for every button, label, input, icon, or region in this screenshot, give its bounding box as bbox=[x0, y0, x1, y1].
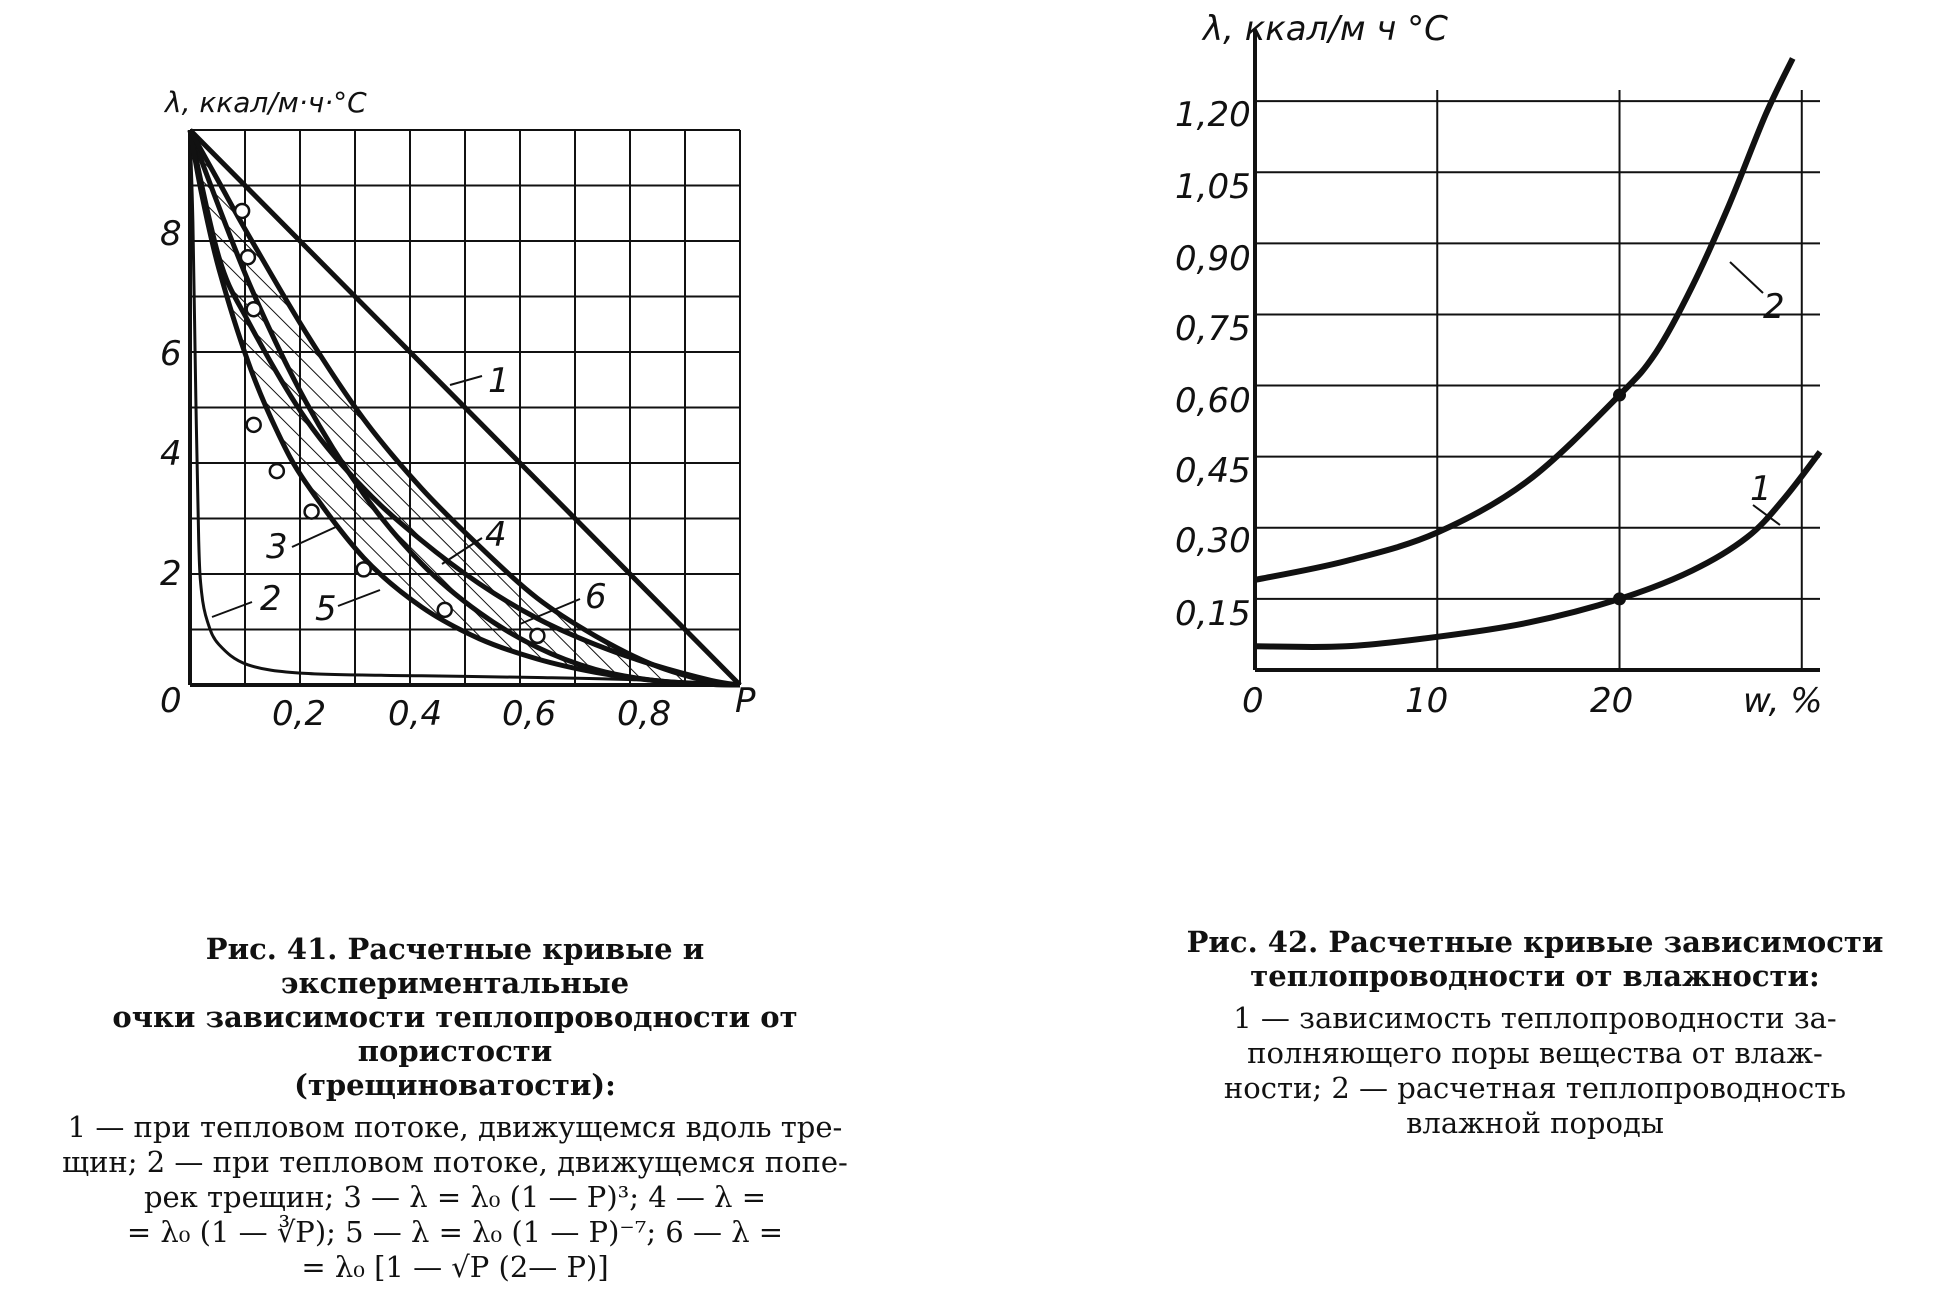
y-tick-label: 0,45 bbox=[1175, 451, 1251, 491]
curve-label-2-leader bbox=[1730, 262, 1763, 293]
y-tick-label: 0,75 bbox=[1175, 309, 1251, 349]
x-tick-label: 0,2 bbox=[272, 694, 327, 734]
curve-2-line bbox=[1255, 58, 1793, 580]
y-tick-label: 0,15 bbox=[1175, 594, 1251, 634]
caption-line: Рис. 41. Расчетные кривые и экспериментальные bbox=[205, 932, 705, 1000]
caption-line: влажной породы bbox=[1406, 1106, 1664, 1140]
figure-42-caption-body bbox=[1135, 1001, 1935, 1141]
data-point bbox=[530, 629, 544, 643]
y-tick-label: 1,20 bbox=[1175, 95, 1251, 135]
x-tick-label: 0 bbox=[1242, 681, 1264, 721]
y-tick-label: 1,05 bbox=[1175, 167, 1251, 207]
data-point bbox=[1614, 593, 1626, 605]
y-tick-label: 2 bbox=[160, 554, 182, 594]
caption-line: Рис. 42. Расчетные кривые зависимости bbox=[1186, 925, 1884, 959]
curve-label-2: 2 bbox=[260, 579, 282, 619]
y-tick-label: 0,30 bbox=[1175, 521, 1251, 561]
x-tick-label: 0,8 bbox=[617, 694, 672, 734]
data-point bbox=[1614, 389, 1626, 401]
y-axis-title: λ, ккал/м ч °С bbox=[1203, 9, 1448, 49]
caption-line: теплопроводности от влажности: bbox=[1250, 959, 1820, 993]
caption-line: = λ₀ (1 — ∛P); 5 — λ = λ₀ (1 — P)⁻⁷; 6 — λ = bbox=[126, 1215, 784, 1249]
curve-label-2: 2 bbox=[1763, 287, 1785, 327]
x-axis-title: P bbox=[735, 681, 756, 721]
caption-line: щин; 2 — при тепловом потоке, движущемся попе- bbox=[62, 1145, 848, 1179]
figure-41-caption-title bbox=[40, 932, 870, 1102]
figure-42-caption bbox=[1135, 925, 1935, 1141]
y-tick-label: 4 bbox=[160, 434, 182, 474]
caption-line: рек трещин; 3 — λ = λ₀ (1 — P)³; 4 — λ = bbox=[143, 1180, 767, 1214]
curve-1-line bbox=[1255, 452, 1820, 647]
curve-label-1: 1 bbox=[1750, 469, 1772, 509]
x-axis-title: w, % bbox=[1743, 681, 1823, 721]
data-point bbox=[305, 505, 319, 519]
y-tick-label: 0,90 bbox=[1175, 239, 1251, 279]
curve-label-5: 5 bbox=[315, 589, 337, 629]
figure-41-caption bbox=[40, 932, 870, 1285]
curve-label-3: 3 bbox=[266, 527, 288, 567]
x-tick-label: 20 bbox=[1590, 681, 1634, 721]
caption-line: 1 — при тепловом потоке, движущемся вдоль тре- bbox=[67, 1110, 843, 1144]
plot-grid bbox=[1255, 30, 1820, 670]
caption-line: очки зависимости теплопроводности от пористости bbox=[112, 1000, 798, 1068]
figure-41-chart bbox=[160, 80, 1140, 980]
figure-42-chart bbox=[1175, 0, 1935, 720]
figure-41-caption-body bbox=[40, 1110, 870, 1285]
x-tick-label: 10 bbox=[1405, 681, 1449, 721]
data-point bbox=[235, 204, 249, 218]
data-point bbox=[241, 250, 255, 264]
curve-label-4: 4 bbox=[485, 515, 507, 555]
x-tick-label: 0 bbox=[160, 681, 182, 721]
x-tick-label: 0,4 bbox=[388, 694, 443, 734]
y-tick-label: 0,60 bbox=[1175, 381, 1251, 421]
figure-42-caption-title bbox=[1135, 925, 1935, 993]
curve-label-3-leader bbox=[292, 526, 338, 547]
data-point bbox=[247, 302, 261, 316]
data-point bbox=[438, 603, 452, 617]
curve-label-1: 1 bbox=[488, 361, 510, 401]
caption-line: (трещиноватости): bbox=[294, 1068, 616, 1102]
y-tick-label: 8 bbox=[160, 214, 182, 254]
caption-line: ности; 2 — расчетная теплопроводность bbox=[1223, 1071, 1847, 1105]
caption-line: = λ₀ [1 — √P (2— P)] bbox=[301, 1250, 609, 1284]
data-point bbox=[270, 464, 284, 478]
y-tick-label: 6 bbox=[160, 334, 182, 374]
caption-line: полняющего поры вещества от влаж- bbox=[1247, 1036, 1823, 1070]
curve-label-5-leader bbox=[338, 590, 380, 606]
data-point bbox=[357, 562, 371, 576]
x-tick-label: 0,6 bbox=[502, 694, 557, 734]
caption-line: 1 — зависимость теплопроводности за- bbox=[1233, 1001, 1837, 1035]
y-axis-title: λ, ккал/м·ч·°С bbox=[165, 86, 367, 119]
curve-label-6: 6 bbox=[585, 577, 607, 617]
data-point bbox=[247, 418, 261, 432]
